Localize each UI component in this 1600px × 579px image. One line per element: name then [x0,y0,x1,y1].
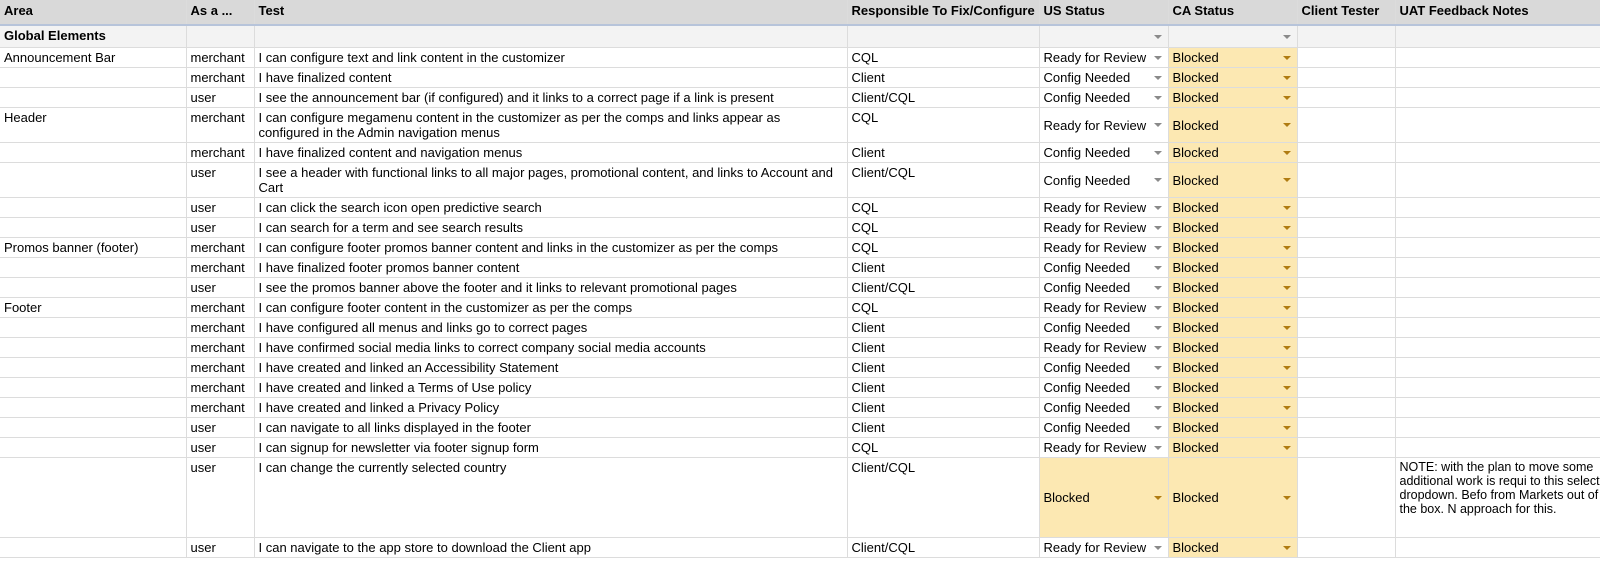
test-cell[interactable]: I can configure footer content in the customizer as per the comps [254,298,847,318]
client-tester-cell[interactable] [1297,318,1395,338]
role-cell[interactable]: user [186,538,254,558]
uat-notes-cell[interactable] [1395,418,1600,438]
us-status-dropdown[interactable] [1039,218,1168,238]
role-cell[interactable]: merchant [186,378,254,398]
client-tester-cell[interactable] [1297,358,1395,378]
chevron-down-icon[interactable] [1154,546,1162,550]
uat-notes-cell[interactable] [1395,378,1600,398]
test-cell[interactable]: I can search for a term and see search results [254,218,847,238]
role-cell[interactable]: merchant [186,398,254,418]
column-header-us-status[interactable]: US Status [1039,0,1168,25]
status-value: Blocked [1172,400,1219,415]
responsible-cell[interactable]: CQL [847,108,1039,143]
status-value: Ready for Review [1043,117,1147,133]
test-cell[interactable]: I have finalized content [254,68,847,88]
responsible-cell[interactable]: Client [847,338,1039,358]
status-value: Blocked [1172,490,1219,505]
us-status-dropdown[interactable] [1039,298,1168,318]
us-status-dropdown[interactable] [1039,378,1168,398]
role-cell[interactable]: merchant [186,298,254,318]
area-cell[interactable] [0,258,186,278]
chevron-down-icon[interactable] [1283,266,1291,270]
client-tester-cell[interactable] [1297,163,1395,198]
area-cell[interactable]: Footer [0,298,186,318]
area-cell[interactable] [0,88,186,108]
responsible-cell[interactable]: Client [847,398,1039,418]
status-value: Blocked [1172,280,1219,295]
ca-status-dropdown[interactable] [1168,458,1297,538]
chevron-down-icon[interactable] [1283,496,1291,500]
role-cell[interactable]: merchant [186,143,254,163]
status-value: Blocked [1172,320,1219,335]
table-row [0,108,1600,143]
status-value: Config Needed [1043,400,1131,415]
area-cell[interactable]: Header [0,108,186,143]
client-tester-cell[interactable] [1297,48,1395,68]
status-value: Config Needed [1043,360,1131,375]
us-status-dropdown[interactable] [1039,258,1168,278]
uat-notes-cell[interactable] [1395,438,1600,458]
responsible-cell[interactable]: Client [847,68,1039,88]
client-tester-cell[interactable] [1297,338,1395,358]
responsible-cell[interactable]: Client/CQL [847,538,1039,558]
status-value: Blocked [1172,50,1219,65]
chevron-down-icon[interactable] [1283,346,1291,350]
chevron-down-icon[interactable] [1283,446,1291,450]
chevron-down-icon[interactable] [1283,386,1291,390]
ca-status-dropdown[interactable] [1168,163,1297,198]
responsible-cell[interactable]: Client [847,358,1039,378]
chevron-down-icon[interactable] [1283,178,1291,182]
column-header-area[interactable]: Area [0,0,186,25]
chevron-down-icon[interactable] [1154,76,1162,80]
status-value: Config Needed [1043,172,1131,188]
responsible-cell[interactable]: CQL [847,438,1039,458]
role-cell[interactable]: merchant [186,338,254,358]
table-row [0,298,1600,318]
test-cell[interactable]: I have finalized footer promos banner content [254,258,847,278]
table-row [0,458,1600,538]
responsible-cell[interactable]: Client [847,143,1039,163]
chevron-down-icon[interactable] [1283,366,1291,370]
us-status-dropdown[interactable] [1039,338,1168,358]
us-status-dropdown[interactable] [1039,538,1168,558]
test-cell[interactable]: I see the promos banner above the footer and it links to relevant promotional pages [254,278,847,298]
area-cell[interactable] [0,438,186,458]
status-value: Config Needed [1043,280,1131,295]
status-value: Blocked [1172,300,1219,315]
us-status-dropdown[interactable] [1039,88,1168,108]
responsible-cell[interactable]: Client [847,418,1039,438]
table-row [0,418,1600,438]
ca-status-dropdown[interactable] [1168,398,1297,418]
test-cell[interactable]: I have configured all menus and links go to correct pages [254,318,847,338]
test-cell[interactable]: I can configure text and link content in the customizer [254,48,847,68]
role-cell[interactable]: user [186,163,254,198]
area-cell[interactable] [0,198,186,218]
us-status-dropdown[interactable] [1039,68,1168,88]
chevron-down-icon[interactable] [1283,206,1291,210]
chevron-down-icon[interactable] [1154,246,1162,250]
table-row [0,163,1600,198]
us-status-dropdown[interactable] [1039,358,1168,378]
chevron-down-icon[interactable] [1283,35,1291,39]
responsible-cell[interactable]: Client/CQL [847,88,1039,108]
role-cell[interactable]: user [186,218,254,238]
test-cell[interactable]: I have created and linked a Terms of Use policy [254,378,847,398]
chevron-down-icon[interactable] [1154,306,1162,310]
ca-status-dropdown[interactable] [1168,538,1297,558]
cell[interactable] [1297,25,1395,48]
test-cell[interactable]: I can signup for newsletter via footer signup form [254,438,847,458]
us-status-dropdown[interactable] [1039,278,1168,298]
area-cell[interactable] [0,458,186,538]
status-value: Blocked [1172,340,1219,355]
uat-notes-cell[interactable] [1395,258,1600,278]
area-cell[interactable] [0,218,186,238]
ca-status-dropdown[interactable] [1168,298,1297,318]
uat-notes-cell[interactable] [1395,538,1600,558]
status-value: Ready for Review [1043,220,1147,235]
test-cell[interactable]: I can navigate to all links displayed in the footer [254,418,847,438]
test-cell[interactable]: I have created and linked a Privacy Policy [254,398,847,418]
role-cell[interactable]: merchant [186,108,254,143]
area-cell[interactable] [0,163,186,198]
uat-notes-cell[interactable] [1395,143,1600,163]
area-cell[interactable] [0,398,186,418]
test-cell[interactable]: I have confirmed social media links to correct company social media accounts [254,338,847,358]
table-row [0,538,1600,558]
ca-status-dropdown[interactable] [1168,358,1297,378]
us-status-dropdown[interactable] [1039,458,1168,538]
status-value: Ready for Review [1043,200,1147,215]
chevron-down-icon[interactable] [1283,306,1291,310]
chevron-down-icon[interactable] [1154,96,1162,100]
area-cell[interactable] [0,68,186,88]
cell[interactable] [254,25,847,48]
section-row [0,25,1600,48]
test-cell[interactable]: I can configure megamenu content in the customizer as per the comps and links appear as configured in the Admin navigation menus [254,108,847,143]
area-cell[interactable] [0,418,186,438]
chevron-down-icon[interactable] [1283,151,1291,155]
role-cell[interactable]: user [186,88,254,108]
chevron-down-icon[interactable] [1154,346,1162,350]
responsible-cell[interactable]: CQL [847,238,1039,258]
chevron-down-icon[interactable] [1154,56,1162,60]
chevron-down-icon[interactable] [1283,546,1291,550]
chevron-down-icon[interactable] [1154,286,1162,290]
status-value: Blocked [1172,440,1219,455]
cell[interactable] [847,25,1039,48]
uat-notes-cell[interactable] [1395,298,1600,318]
chevron-down-icon[interactable] [1154,266,1162,270]
status-value: Ready for Review [1043,50,1147,65]
client-tester-cell[interactable] [1297,198,1395,218]
cell[interactable] [1395,25,1600,48]
area-cell[interactable] [0,378,186,398]
ca-status-dropdown[interactable] [1168,108,1297,143]
responsible-cell[interactable]: CQL [847,298,1039,318]
role-cell[interactable]: merchant [186,358,254,378]
client-tester-cell[interactable] [1297,418,1395,438]
chevron-down-icon[interactable] [1283,246,1291,250]
role-cell[interactable]: merchant [186,68,254,88]
area-cell[interactable] [0,538,186,558]
status-value: Ready for Review [1043,440,1147,455]
role-cell[interactable]: user [186,438,254,458]
cell[interactable] [186,25,254,48]
status-value: Blocked [1043,490,1090,505]
test-cell[interactable]: I can change the currently selected country [254,458,847,538]
status-value: Config Needed [1043,260,1131,275]
us-status-dropdown[interactable] [1039,418,1168,438]
column-header-responsible[interactable]: Responsible To Fix/Configure [847,0,1039,25]
responsible-cell[interactable]: Client/CQL [847,163,1039,198]
status-value: Ready for Review [1043,240,1147,255]
table-row [0,338,1600,358]
chevron-down-icon[interactable] [1154,406,1162,410]
client-tester-cell[interactable] [1297,458,1395,538]
us-status-dropdown[interactable] [1039,48,1168,68]
chevron-down-icon[interactable] [1154,35,1162,39]
section-label[interactable]: Global Elements [0,25,186,48]
area-cell[interactable] [0,278,186,298]
chevron-down-icon[interactable] [1154,426,1162,430]
status-value: Blocked [1172,172,1219,188]
client-tester-cell[interactable] [1297,108,1395,143]
client-tester-cell[interactable] [1297,398,1395,418]
uat-notes-cell[interactable] [1395,338,1600,358]
column-header-uat-notes[interactable]: UAT Feedback Notes [1395,0,1600,25]
us-status-dropdown[interactable] [1039,163,1168,198]
ca-status-dropdown[interactable] [1168,318,1297,338]
area-cell[interactable] [0,338,186,358]
table-row [0,238,1600,258]
ca-status-dropdown[interactable] [1168,25,1297,48]
ca-status-dropdown[interactable] [1168,143,1297,163]
chevron-down-icon[interactable] [1283,326,1291,330]
area-cell[interactable] [0,318,186,338]
chevron-down-icon[interactable] [1283,426,1291,430]
chevron-down-icon[interactable] [1283,123,1291,127]
table-row [0,278,1600,298]
chevron-down-icon[interactable] [1154,226,1162,230]
responsible-cell[interactable]: CQL [847,48,1039,68]
area-cell[interactable] [0,358,186,378]
role-cell[interactable]: user [186,418,254,438]
client-tester-cell[interactable] [1297,298,1395,318]
column-header-test[interactable]: Test [254,0,847,25]
us-status-dropdown[interactable] [1039,143,1168,163]
chevron-down-icon[interactable] [1154,386,1162,390]
chevron-down-icon[interactable] [1154,151,1162,155]
area-cell[interactable] [0,143,186,163]
us-status-dropdown[interactable] [1039,238,1168,258]
uat-notes-cell[interactable] [1395,108,1600,143]
role-cell[interactable]: user [186,278,254,298]
table-row [0,258,1600,278]
uat-notes-cell[interactable] [1395,68,1600,88]
uat-notes-cell[interactable] [1395,358,1600,378]
ca-status-dropdown[interactable] [1168,238,1297,258]
ca-status-dropdown[interactable] [1168,438,1297,458]
client-tester-cell[interactable] [1297,218,1395,238]
us-status-dropdown[interactable] [1039,318,1168,338]
ca-status-dropdown[interactable] [1168,338,1297,358]
role-cell[interactable]: merchant [186,318,254,338]
status-value: Ready for Review [1043,340,1147,355]
status-value: Blocked [1172,70,1219,85]
uat-notes-cell[interactable] [1395,238,1600,258]
status-value: Ready for Review [1043,540,1147,555]
chevron-down-icon[interactable] [1154,446,1162,450]
ca-status-dropdown[interactable] [1168,48,1297,68]
uat-notes-cell[interactable] [1395,398,1600,418]
uat-notes-cell[interactable]: NOTE: with the plan to move some additional work is requi to this select dropdown. Befo from Markets out of the box. N approach for this. [1395,458,1600,538]
responsible-cell[interactable]: Client/CQL [847,278,1039,298]
client-tester-cell[interactable] [1297,538,1395,558]
status-value: Config Needed [1043,420,1131,435]
status-value: Blocked [1172,380,1219,395]
chevron-down-icon[interactable] [1154,178,1162,182]
status-value: Config Needed [1043,380,1131,395]
ca-status-dropdown[interactable] [1168,278,1297,298]
responsible-cell[interactable]: CQL [847,218,1039,238]
status-value: Blocked [1172,220,1219,235]
ca-status-dropdown[interactable] [1168,88,1297,108]
test-cell[interactable]: I can navigate to the app store to download the Client app [254,538,847,558]
status-value: Blocked [1172,145,1219,160]
table-row [0,318,1600,338]
table-row [0,68,1600,88]
chevron-down-icon[interactable] [1154,123,1162,127]
us-status-dropdown[interactable] [1039,198,1168,218]
test-cell[interactable]: I have finalized content and navigation menus [254,143,847,163]
responsible-cell[interactable]: Client [847,378,1039,398]
uat-notes-cell[interactable] [1395,48,1600,68]
status-value: Config Needed [1043,70,1131,85]
status-value: Config Needed [1043,90,1131,105]
chevron-down-icon[interactable] [1283,76,1291,80]
uat-notes-cell[interactable] [1395,163,1600,198]
ca-status-dropdown[interactable] [1168,218,1297,238]
ca-status-dropdown[interactable] [1168,68,1297,88]
role-cell[interactable]: merchant [186,258,254,278]
chevron-down-icon[interactable] [1154,326,1162,330]
chevron-down-icon[interactable] [1283,96,1291,100]
status-value: Blocked [1172,117,1219,133]
role-cell[interactable]: user [186,458,254,538]
role-cell[interactable]: merchant [186,238,254,258]
uat-notes-cell[interactable] [1395,318,1600,338]
uat-notes-cell[interactable] [1395,218,1600,238]
client-tester-cell[interactable] [1297,143,1395,163]
table-row [0,48,1600,68]
client-tester-cell[interactable] [1297,238,1395,258]
status-value: Blocked [1172,260,1219,275]
area-cell[interactable]: Announcement Bar [0,48,186,68]
chevron-down-icon[interactable] [1283,56,1291,60]
table-row [0,218,1600,238]
status-value: Config Needed [1043,320,1131,335]
test-cell[interactable]: I see a header with functional links to all major pages, promotional content, and links to Account and Cart [254,163,847,198]
chevron-down-icon[interactable] [1154,366,1162,370]
status-value: Blocked [1172,420,1219,435]
client-tester-cell[interactable] [1297,378,1395,398]
client-tester-cell[interactable] [1297,88,1395,108]
ca-status-dropdown[interactable] [1168,198,1297,218]
chevron-down-icon[interactable] [1283,226,1291,230]
area-cell[interactable]: Promos banner (footer) [0,238,186,258]
responsible-cell[interactable]: Client [847,318,1039,338]
table-row [0,198,1600,218]
ca-status-dropdown[interactable] [1168,258,1297,278]
status-value: Blocked [1172,240,1219,255]
ca-status-dropdown[interactable] [1168,418,1297,438]
test-cell[interactable]: I see the announcement bar (if configured) and it links to a correct page if a link is present [254,88,847,108]
table-row [0,438,1600,458]
chevron-down-icon[interactable] [1283,406,1291,410]
table-row [0,143,1600,163]
column-header-client-tester[interactable]: Client Tester [1297,0,1395,25]
table-row [0,88,1600,108]
status-value: Ready for Review [1043,300,1147,315]
uat-notes-cell[interactable] [1395,278,1600,298]
status-value: Blocked [1172,200,1219,215]
chevron-down-icon[interactable] [1283,286,1291,290]
us-status-dropdown[interactable] [1039,398,1168,418]
us-status-dropdown[interactable] [1039,438,1168,458]
client-tester-cell[interactable] [1297,258,1395,278]
ca-status-dropdown[interactable] [1168,378,1297,398]
status-value: Blocked [1172,90,1219,105]
uat-notes-cell[interactable] [1395,198,1600,218]
us-status-dropdown[interactable] [1039,25,1168,48]
client-tester-cell[interactable] [1297,68,1395,88]
uat-notes-cell[interactable] [1395,88,1600,108]
role-cell[interactable]: user [186,198,254,218]
column-header-ca-status[interactable]: CA Status [1168,0,1297,25]
responsible-cell[interactable]: Client/CQL [847,458,1039,538]
status-value: Config Needed [1043,145,1131,160]
column-header-role[interactable]: As a ... [186,0,254,25]
table-row [0,358,1600,378]
table-row [0,378,1600,398]
client-tester-cell[interactable] [1297,278,1395,298]
responsible-cell[interactable]: CQL [847,198,1039,218]
test-cell[interactable]: I can click the search icon open predictive search [254,198,847,218]
status-value: Blocked [1172,360,1219,375]
header-row [0,0,1600,25]
table-row [0,398,1600,418]
chevron-down-icon[interactable] [1154,206,1162,210]
status-value: Blocked [1172,540,1219,555]
client-tester-cell[interactable] [1297,438,1395,458]
us-status-dropdown[interactable] [1039,108,1168,143]
role-cell[interactable]: merchant [186,48,254,68]
test-cell[interactable]: I can configure footer promos banner content and links in the customizer as per the comps [254,238,847,258]
chevron-down-icon[interactable] [1154,496,1162,500]
responsible-cell[interactable]: Client [847,258,1039,278]
test-cell[interactable]: I have created and linked an Accessibility Statement [254,358,847,378]
